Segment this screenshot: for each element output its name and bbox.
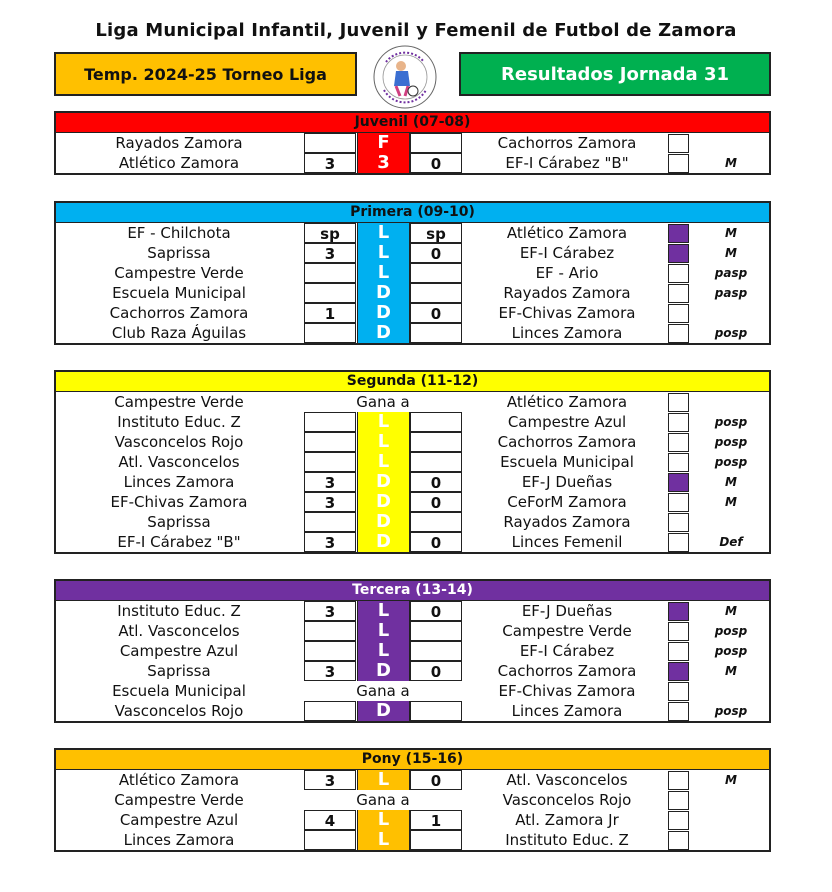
match-row [56,223,769,243]
away-score [410,452,462,472]
page-title: Liga Municipal Infantil, Juvenil y Femenil de Futbol de Zamora [95,20,737,41]
match-row [56,303,769,323]
status-checkbox[interactable] [668,791,689,810]
section-title: Pony (15-16) [56,750,769,770]
home-team: Instituto Educ. Z [117,413,241,431]
away-team: Atl. Vasconcelos [506,771,628,789]
home-score: sp [304,223,356,243]
away-team: CeForM Zamora [507,493,627,511]
match-row [56,790,769,810]
away-team: EF-I Cárabez [519,642,615,660]
match-row [56,263,769,283]
status-note: M [725,475,737,489]
away-score [410,830,462,850]
status-checkbox[interactable] [668,453,689,472]
home-team: Rayados Zamora [115,134,243,152]
status-note: posp [714,415,748,429]
status-checkbox[interactable] [668,224,689,243]
status-note [698,303,764,323]
away-team: EF-J Dueñas [521,473,613,491]
status-note: M [725,156,737,170]
home-team: Vasconcelos Rojo [114,702,244,720]
status-checkbox[interactable] [668,702,689,721]
away-score: 0 [410,153,462,173]
away-team: EF-I Cárabez [519,244,615,262]
section-title: Tercera (13-14) [56,581,769,601]
result-code: D [357,323,410,343]
home-team: Campestre Verde [114,791,244,809]
home-team: Vasconcelos Rojo [114,433,244,451]
away-team: Cachorros Zamora [497,134,637,152]
status-checkbox[interactable] [668,493,689,512]
home-score: 3 [304,472,356,492]
status-note: M [725,246,737,260]
status-note: pasp [714,286,748,300]
jornada-label: Resultados Jornada 31 [459,52,771,96]
status-note: posp [714,704,748,718]
home-score: 3 [304,492,356,512]
home-score: 3 [304,661,356,681]
status-note: posp [714,326,748,340]
result-code: D [357,661,410,681]
away-team: EF-I Cárabez "B" [505,154,629,172]
away-team: Atlético Zamora [506,393,628,411]
home-score: 3 [304,770,356,790]
status-checkbox[interactable] [668,413,689,432]
status-note: M [725,495,737,509]
home-team: EF-Chivas Zamora [110,493,248,511]
away-score [410,263,462,283]
section-juvenil [54,111,771,175]
result-code: D [357,701,410,721]
match-row [56,472,769,492]
away-score: 0 [410,472,462,492]
season-label: Temp. 2024-25 Torneo Liga [54,52,357,96]
status-note [698,512,764,532]
away-team: EF-J Dueñas [521,602,613,620]
away-team: Campestre Azul [507,413,627,431]
home-team: Campestre Verde [114,393,244,411]
result-code: L [357,452,410,472]
home-team: Campestre Azul [119,642,239,660]
league-logo-icon [372,44,438,110]
home-score [304,512,356,532]
home-team: Atlético Zamora [118,771,240,789]
result-code: L [357,601,410,621]
match-row [56,681,769,701]
home-team: Cachorros Zamora [109,304,249,322]
match-row [56,392,769,412]
gana-a-label: Gana a [356,682,410,700]
match-row [56,412,769,432]
home-team: Campestre Verde [114,264,244,282]
away-team: EF - Ario [535,264,599,282]
section-pony [54,748,771,852]
result-code: D [357,512,410,532]
match-row [56,243,769,263]
status-checkbox[interactable] [668,134,689,153]
status-checkbox[interactable] [668,513,689,532]
result-code: D [357,303,410,323]
result-code: D [357,492,410,512]
away-score: 1 [410,810,462,830]
home-score: 3 [304,243,356,263]
home-team: Saprissa [147,513,211,531]
result-code: L [357,641,410,661]
gana-a-label: Gana a [356,393,410,411]
away-score: sp [410,223,462,243]
match-row [56,323,769,343]
status-note [698,830,764,850]
home-score: 3 [304,153,356,173]
status-checkbox[interactable] [668,831,689,850]
away-team: Atl. Zamora Jr [515,811,619,829]
away-score [410,323,462,343]
match-row [56,701,769,721]
home-score [304,621,356,641]
status-checkbox[interactable] [668,602,689,621]
away-score [410,133,462,153]
status-checkbox[interactable] [668,771,689,790]
result-code: L [357,243,410,263]
home-team: Saprissa [147,662,211,680]
match-row [56,810,769,830]
home-team: Escuela Municipal [112,682,246,700]
away-team: Campestre Verde [502,622,632,640]
result-code: L [357,223,410,243]
section-title: Segunda (11-12) [56,372,769,392]
status-checkbox[interactable] [668,433,689,452]
home-score [304,412,356,432]
away-score [410,701,462,721]
status-checkbox[interactable] [668,682,689,701]
status-note: M [725,664,737,678]
status-checkbox[interactable] [668,393,689,412]
away-score [410,432,462,452]
result-code: L [357,432,410,452]
status-checkbox[interactable] [668,304,689,323]
result-code: F [357,133,410,153]
status-note [698,392,764,412]
match-row [56,432,769,452]
status-checkbox[interactable] [668,264,689,283]
status-note: posp [714,435,748,449]
home-team: Club Raza Águilas [111,324,247,342]
match-row [56,133,769,153]
home-score [304,133,356,153]
match-row [56,492,769,512]
result-code: D [357,472,410,492]
away-team: Cachorros Zamora [497,662,637,680]
away-score [410,283,462,303]
status-checkbox[interactable] [668,284,689,303]
match-row [56,770,769,790]
match-row [56,512,769,532]
section-title: Juvenil (07-08) [56,113,769,133]
result-code: D [357,283,410,303]
match-row [56,283,769,303]
section-segunda [54,370,771,554]
home-team: Atlético Zamora [118,154,240,172]
status-note: Def [719,535,743,549]
result-code: L [357,263,410,283]
status-checkbox[interactable] [668,324,689,343]
match-row [56,153,769,173]
home-score [304,432,356,452]
home-team: Campestre Azul [119,811,239,829]
result-code: 3 [357,153,410,173]
away-team: Instituto Educ. Z [505,831,629,849]
section-primera [54,201,771,345]
home-score [304,641,356,661]
away-score: 0 [410,661,462,681]
status-checkbox[interactable] [668,244,689,263]
status-note [698,681,764,701]
away-team: Escuela Municipal [500,453,634,471]
away-team: Cachorros Zamora [497,433,637,451]
home-score: 3 [304,601,356,621]
home-team: Saprissa [147,244,211,262]
status-note: pasp [714,266,748,280]
status-note: posp [714,644,748,658]
status-note: M [725,604,737,618]
match-row [56,641,769,661]
status-checkbox[interactable] [668,642,689,661]
status-checkbox[interactable] [668,154,689,173]
home-team: Atl. Vasconcelos [118,622,240,640]
home-team: Escuela Municipal [112,284,246,302]
away-score: 0 [410,303,462,323]
status-note [698,790,764,810]
away-score: 0 [410,243,462,263]
home-score [304,452,356,472]
section-tercera [54,579,771,723]
away-team: Rayados Zamora [503,284,631,302]
home-team: Atl. Vasconcelos [118,453,240,471]
status-checkbox[interactable] [668,811,689,830]
home-team: Instituto Educ. Z [117,602,241,620]
match-row [56,661,769,681]
away-score: 0 [410,770,462,790]
away-score [410,412,462,432]
home-score [304,283,356,303]
away-team: Atlético Zamora [506,224,628,242]
away-score: 0 [410,532,462,552]
status-note: M [725,226,737,240]
away-team: Linces Zamora [511,702,623,720]
home-score: 4 [304,810,356,830]
home-team: Linces Zamora [123,473,235,491]
away-score: 0 [410,492,462,512]
home-score [304,263,356,283]
result-code: L [357,810,410,830]
home-score: 3 [304,532,356,552]
status-note: M [725,773,737,787]
away-score [410,621,462,641]
match-row [56,452,769,472]
match-row [56,830,769,850]
match-row [56,621,769,641]
away-team: EF-Chivas Zamora [498,304,636,322]
result-code: L [357,830,410,850]
section-title: Primera (09-10) [56,203,769,223]
result-code: D [357,532,410,552]
status-note: posp [714,624,748,638]
away-team: Linces Zamora [511,324,623,342]
home-score [304,323,356,343]
result-code: L [357,621,410,641]
home-team: EF - Chilchota [127,224,231,242]
status-checkbox[interactable] [668,533,689,552]
home-team: EF-I Cárabez "B" [117,533,241,551]
status-note [698,810,764,830]
away-team: Rayados Zamora [503,513,631,531]
away-team: Vasconcelos Rojo [502,791,632,809]
home-team: Linces Zamora [123,831,235,849]
away-score [410,512,462,532]
away-score [410,641,462,661]
status-checkbox[interactable] [668,473,689,492]
status-checkbox[interactable] [668,662,689,681]
home-score [304,830,356,850]
status-note [698,133,764,153]
result-code: L [357,412,410,432]
home-score [304,701,356,721]
result-code: L [357,770,410,790]
status-checkbox[interactable] [668,622,689,641]
away-team: EF-Chivas Zamora [498,682,636,700]
match-row [56,601,769,621]
home-score: 1 [304,303,356,323]
away-score: 0 [410,601,462,621]
gana-a-label: Gana a [356,791,410,809]
status-note: posp [714,455,748,469]
match-row [56,532,769,552]
away-team: Linces Femenil [511,533,623,551]
